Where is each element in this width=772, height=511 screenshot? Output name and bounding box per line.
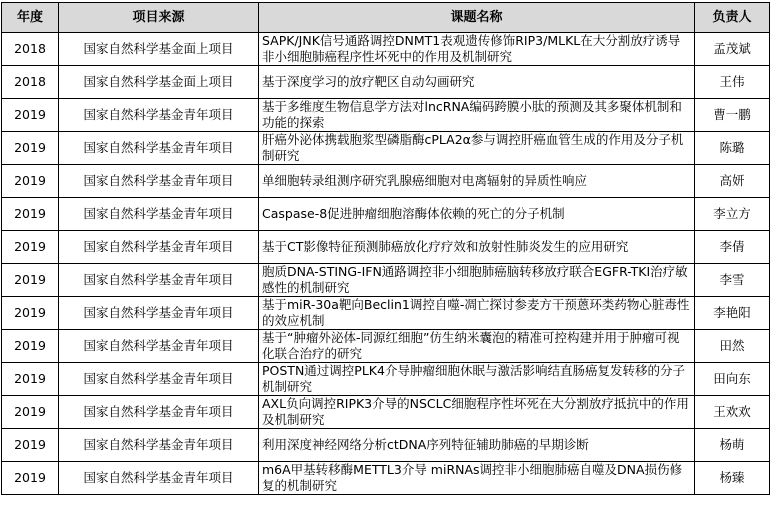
cell-source: 国家自然科学基金面上项目 [59,33,259,66]
cell-source: 国家自然科学基金青年项目 [59,132,259,165]
cell-title: 肝癌外泌体携载胞浆型磷脂酶cPLA2α参与调控肝癌血管生成的作用及分子机制研究 [259,132,695,165]
header-leader: 负责人 [695,3,770,33]
table-row [2,462,770,495]
table-row [2,396,770,429]
cell-year: 2019 [2,363,59,396]
cell-source: 国家自然科学基金青年项目 [59,231,259,264]
cell-source: 国家自然科学基金青年项目 [59,198,259,231]
cell-leader: 李艳阳 [695,297,770,330]
cell-title: 基于“肿瘤外泌体-同源红细胞”仿生纳米囊泡的精准可控构建并用于肿瘤可视化联合治疗的研究 [259,330,695,363]
cell-source: 国家自然科学基金青年项目 [59,429,259,462]
cell-title: POSTN通过调控PLK4介导肿瘤细胞休眠与激活影响结直肠癌复发转移的分子机制研究 [259,363,695,396]
cell-leader: 陈璐 [695,132,770,165]
cell-year: 2019 [2,297,59,330]
cell-source: 国家自然科学基金青年项目 [59,264,259,297]
cell-leader: 田向东 [695,363,770,396]
table-row [2,297,770,330]
cell-leader: 田然 [695,330,770,363]
cell-source: 国家自然科学基金青年项目 [59,396,259,429]
cell-leader: 王伟 [695,66,770,99]
cell-year: 2019 [2,99,59,132]
cell-leader: 杨萌 [695,429,770,462]
table-row [2,99,770,132]
cell-source: 国家自然科学基金青年项目 [59,363,259,396]
cell-leader: 王欢欢 [695,396,770,429]
cell-year: 2019 [2,264,59,297]
cell-year: 2019 [2,231,59,264]
cell-title: 单细胞转录组测序研究乳腺癌细胞对电离辐射的异质性响应 [259,165,695,198]
cell-title: 基于miR-30a靶向Beclin1调控自噬-凋亡探讨参麦方干预蒽环类药物心脏毒性的效应机制 [259,297,695,330]
projects-table [1,2,770,495]
cell-title: 胞质DNA-STING-IFN通路调控非小细胞肺癌脑转移放疗联合EGFR-TKI治疗敏感性的机制研究 [259,264,695,297]
table-row [2,330,770,363]
table-row [2,165,770,198]
cell-leader: 李雪 [695,264,770,297]
table-body [2,33,770,495]
cell-year: 2019 [2,165,59,198]
cell-year: 2019 [2,330,59,363]
table-header-row [2,3,770,33]
cell-year: 2019 [2,429,59,462]
table-row [2,33,770,66]
table-row [2,363,770,396]
cell-source: 国家自然科学基金青年项目 [59,297,259,330]
cell-leader: 孟茂斌 [695,33,770,66]
cell-year: 2018 [2,33,59,66]
cell-leader: 杨臻 [695,462,770,495]
cell-title: SAPK/JNK信号通路调控DNMT1表观遗传修饰RIP3/MLKL在大分割放疗诱导非小细胞肺癌程序性坏死中的作用及机制研究 [259,33,695,66]
cell-title: 利用深度神经网络分析ctDNA序列特征辅助肺癌的早期诊断 [259,429,695,462]
cell-source: 国家自然科学基金青年项目 [59,165,259,198]
cell-leader: 曹一鹏 [695,99,770,132]
cell-leader: 李立方 [695,198,770,231]
cell-title: 基于深度学习的放疗靶区自动勾画研究 [259,66,695,99]
cell-source: 国家自然科学基金青年项目 [59,330,259,363]
table-row [2,198,770,231]
table-row [2,264,770,297]
table-row [2,231,770,264]
cell-title: m6A甲基转移酶METTL3介导 miRNAs调控非小细胞肺癌自噬及DNA损伤修复的机制研究 [259,462,695,495]
cell-year: 2018 [2,66,59,99]
table-row [2,132,770,165]
table-row [2,66,770,99]
cell-source: 国家自然科学基金面上项目 [59,66,259,99]
cell-leader: 高妍 [695,165,770,198]
cell-title: Caspase-8促进肿瘤细胞溶酶体依赖的死亡的分子机制 [259,198,695,231]
cell-title: AXL负向调控RIPK3介导的NSCLC细胞程序性坏死在大分割放疗抵抗中的作用及机制研究 [259,396,695,429]
cell-leader: 李倩 [695,231,770,264]
cell-title: 基于多维度生物信息学方法对lncRNA编码跨膜小肽的预测及其多聚体机制和功能的探索 [259,99,695,132]
cell-title: 基于CT影像特征预测肺癌放化疗疗效和放射性肺炎发生的应用研究 [259,231,695,264]
cell-year: 2019 [2,132,59,165]
cell-year: 2019 [2,396,59,429]
cell-year: 2019 [2,462,59,495]
cell-source: 国家自然科学基金青年项目 [59,462,259,495]
cell-year: 2019 [2,198,59,231]
table-row [2,429,770,462]
header-source: 项目来源 [59,3,259,33]
cell-source: 国家自然科学基金青年项目 [59,99,259,132]
header-title: 课题名称 [259,3,695,33]
header-year: 年度 [2,3,59,33]
